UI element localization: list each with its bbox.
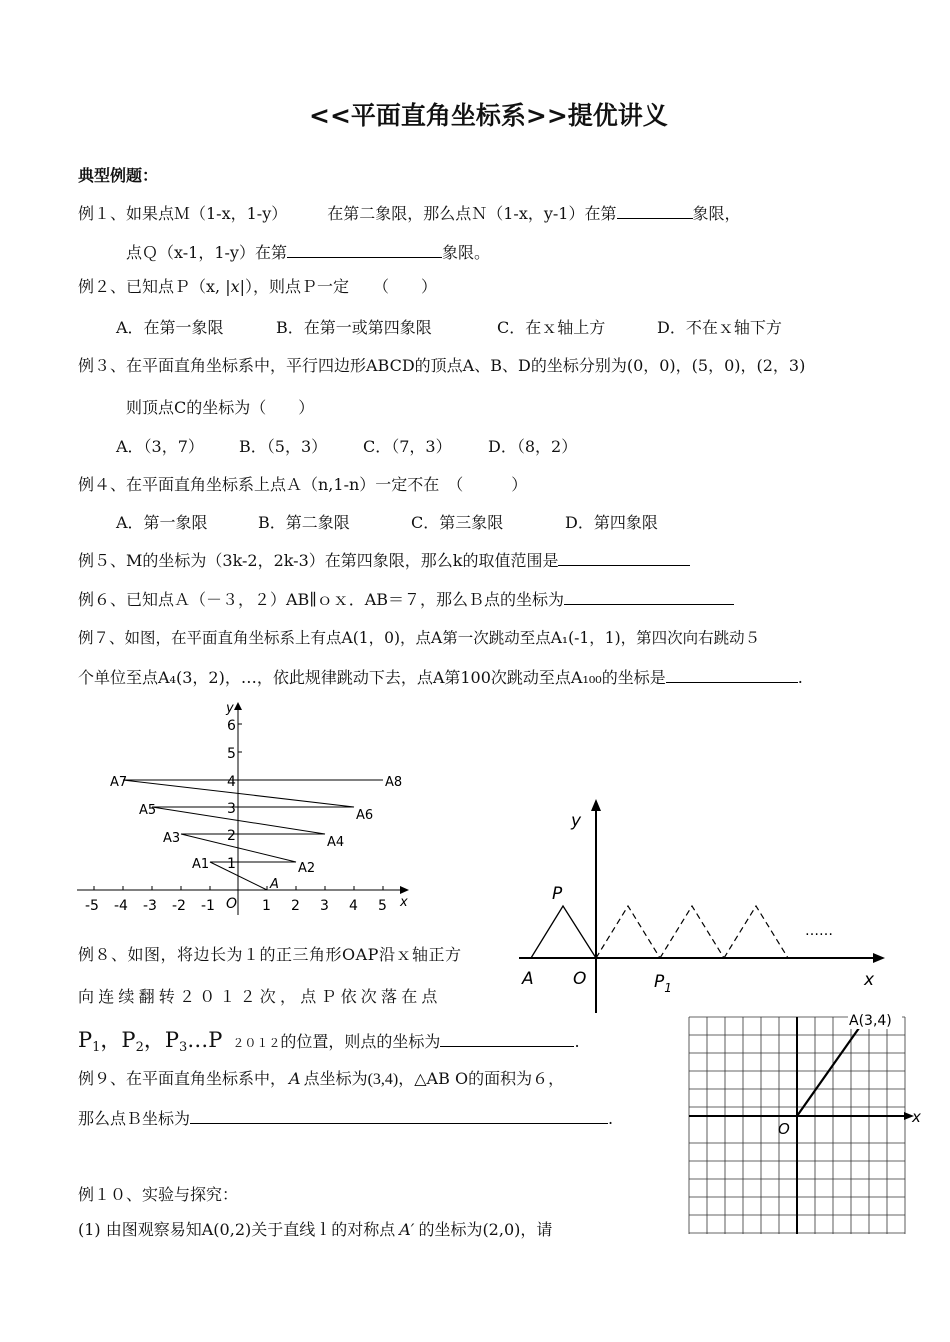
ex10-line1a: (1) 由图观察易知A(0,2)关于直线ｌ的对称点 (78, 1220, 396, 1239)
ex9-part-c: ，△AB O的面积为６， (398, 1069, 565, 1088)
ex4-option-c[interactable]: C．第三象限 (411, 513, 504, 532)
example-7-line1: 例７、如图，在平面直角坐标系上有点A(1，0)，点A第一次跳动至点A₁(-1，1)，第四次向右跳动５ (78, 629, 761, 647)
ex9-part-b: 点坐标为 (303, 1069, 368, 1088)
fig1-point-a7: A7 (110, 775, 128, 790)
fig1-point-a3: A3 (163, 831, 181, 846)
fig1-ytick: 3 (227, 801, 236, 817)
fig1-point-a2: A2 (298, 861, 316, 876)
fig2-label-a: A (522, 969, 534, 989)
fig2-triangle (531, 906, 596, 958)
fig3-label-x: x (912, 1108, 921, 1126)
fig1-xtick: -2 (172, 898, 186, 914)
fig1-xtick: 2 (291, 898, 300, 914)
example-2-stem (78, 277, 437, 297)
fig2-y-label: y (571, 811, 582, 831)
ex1-part-d: 点Ｑ（x-1，1-y）在第 (126, 243, 287, 262)
example-10-line1 (78, 1220, 552, 1240)
ex9-coord: (3,4) (367, 1071, 399, 1088)
ex8-comma1: ， (100, 1028, 122, 1052)
ex2-abs-x: |x| (225, 277, 246, 296)
fig1-x-arrow (400, 886, 409, 894)
fig2-label-p: P (552, 884, 563, 904)
ex8-dot: . (574, 1032, 580, 1051)
ex8-p3-sub: 3 (178, 1040, 188, 1056)
fig1-x-label: x (400, 895, 408, 910)
figure-jumping-points (72, 700, 412, 920)
fig1-xtick: -4 (114, 898, 128, 914)
ex1-blank-1[interactable] (617, 204, 693, 219)
ex3-option-d[interactable]: D．（8，2） (488, 437, 578, 456)
fig1-ytick: 6 (227, 718, 236, 734)
ex9-blank[interactable] (190, 1109, 608, 1124)
ex1-part-a: 例１、如果点Ｍ（1-x，1-y） (78, 204, 288, 223)
page-title: <<平面直角坐标系>>提优讲义 (309, 101, 668, 130)
ex3-option-c[interactable]: C．（7，3） (363, 437, 452, 456)
fig1-point-a6: A6 (356, 808, 374, 823)
section-heading: 典型例题： (78, 166, 159, 185)
ex10-line1b: 的坐标为(2,0)，请 (418, 1220, 553, 1239)
figure-rolling-triangle (515, 795, 895, 1015)
example-4-stem: 例４、在平面直角坐标系上点Ａ（n,1-n）一定不在 （ ） (78, 475, 528, 494)
fig1-y-ticks (238, 724, 242, 862)
ex2-stem2: ），则点Ｐ一定 （ ） (245, 277, 438, 296)
ex4-option-d[interactable]: D．第四象限 (565, 513, 658, 532)
ex4-option-b[interactable]: B．第二象限 (258, 513, 350, 532)
ex8-comma2: ， (143, 1028, 165, 1052)
ex8-p2: P (121, 1028, 136, 1052)
fig1-y-arrow (234, 702, 242, 710)
fig2-x-arrow (873, 953, 885, 963)
fig3-label-o: O (778, 1120, 790, 1138)
fig1-xtick: 1 (262, 898, 271, 914)
example-1-line2 (126, 243, 490, 263)
figure-grid (686, 1012, 926, 1237)
fig1-xtick: 3 (320, 898, 329, 914)
ex5-blank[interactable] (558, 551, 690, 566)
ex8-sub2012: ２０１２ (232, 1036, 281, 1050)
fig1-ytick: 1 (227, 856, 236, 872)
ex8-p2-sub: 2 (135, 1040, 144, 1056)
ex1-part-e: 象限。 (441, 243, 490, 262)
ex7-dot: . (797, 668, 803, 687)
ex8-tail: 的位置，则点的坐标为 (280, 1032, 441, 1051)
ex8-p1: P (78, 1028, 93, 1052)
fig1-y-label: y (226, 701, 234, 716)
fig2-dashed-triangles (596, 906, 788, 958)
ex1-part-b: 在第二象限，那么点Ｎ（1-x，y-1）在第 (327, 204, 617, 223)
ex6-text: 例６、已知点Ａ（－３，２）AB∥ｏｘ．AB＝７，那么Ｂ点的坐标为 (78, 590, 565, 609)
ex9-line2: 那么点Ｂ坐标为 (78, 1109, 191, 1128)
example-3-stem: 例３、在平面直角坐标系中，平行四边形ABCD的顶点A、B、D的坐标分别为(0，0)，(5，0)，(2，3) (78, 356, 806, 375)
ex3-option-b[interactable]: B．（5，3） (239, 437, 328, 456)
ex2-option-b[interactable]: B．在第一或第四象限 (276, 318, 432, 337)
ex7-line2: 个单位至点A₄(3，2)，…，依此规律跳动下去，点A第100次跳动至点A₁₀₀的坐标是 (78, 668, 666, 687)
fig2-y-arrow (591, 799, 601, 811)
ex8-p3: P (164, 1028, 179, 1052)
example-6 (78, 590, 734, 610)
example-1-line1 (78, 204, 741, 224)
fig2-ellipsis: …… (805, 923, 833, 939)
fig1-xtick: -5 (85, 898, 99, 914)
fig1-point-a1: A1 (192, 857, 210, 872)
fig2-label-o: O (573, 969, 587, 989)
example-9-line2 (78, 1109, 613, 1129)
example-8-line3 (78, 1027, 580, 1061)
example-5 (78, 551, 690, 571)
fig1-point-a5: A5 (139, 803, 157, 818)
fig1-ytick: 5 (227, 746, 236, 762)
ex8-dots: …P (187, 1028, 223, 1052)
fig2-label-p1: $P_1$ (654, 972, 672, 995)
ex7-blank[interactable] (666, 668, 798, 683)
fig1-xtick: 5 (378, 898, 387, 914)
fig1-xtick: -1 (201, 898, 215, 914)
ex9-dot: . (608, 1109, 614, 1128)
ex4-option-a[interactable]: A．第一象限 (116, 513, 208, 532)
example-3-stem2: 则顶点C的坐标为（ ） (126, 398, 315, 417)
example-10-title: 例１０、实验与探究： (78, 1185, 239, 1204)
ex8-p1-sub: 1 (92, 1040, 101, 1056)
ex2-option-a[interactable]: A．在第一象限 (116, 318, 224, 337)
example-8-line2: 向连续翻转２０１２次，点Ｐ依次落在点 (78, 987, 442, 1006)
fig1-point-a: A (270, 877, 279, 892)
ex5-text: 例５、M的坐标为（3k-2，2k-3）在第四象限，那么k的取值范围是 (78, 551, 559, 570)
ex9-part-a: 例９、在平面直角坐标系中， (78, 1069, 287, 1088)
ex6-blank[interactable] (564, 590, 734, 605)
ex2-option-d[interactable]: D．不在ｘ轴下方 (657, 318, 782, 337)
fig1-ytick: 4 (227, 774, 236, 790)
ex8-blank[interactable] (440, 1032, 574, 1047)
fig1-point-a4: A4 (327, 835, 345, 850)
fig1-xtick: -3 (143, 898, 157, 914)
ex2-option-c[interactable]: C．在ｘ轴上方 (497, 318, 606, 337)
example-9-line1 (78, 1069, 564, 1090)
ex1-blank-2[interactable] (287, 243, 442, 258)
example-8-line1: 例８、如图，将边长为１的正三角形OAP沿ｘ轴正方 (78, 945, 462, 964)
ex10-aprime: A′ (399, 1220, 415, 1239)
example-7-line2 (78, 668, 803, 688)
fig1-xtick: 4 (349, 898, 358, 914)
fig1-origin: O (226, 896, 238, 912)
ex2-stem: 例２、已知点Ｐ（x, (78, 277, 221, 296)
fig3-label-a: A(3,4) (849, 1013, 892, 1029)
fig2-x-label: x (864, 970, 875, 990)
fig1-ytick: 2 (227, 828, 236, 844)
fig1-point-a8: A8 (385, 775, 403, 790)
ex3-option-a[interactable]: A．（3，7） (116, 437, 204, 456)
ex1-part-c: 象限， (692, 204, 741, 223)
ex9-a-italic: A (289, 1069, 301, 1088)
